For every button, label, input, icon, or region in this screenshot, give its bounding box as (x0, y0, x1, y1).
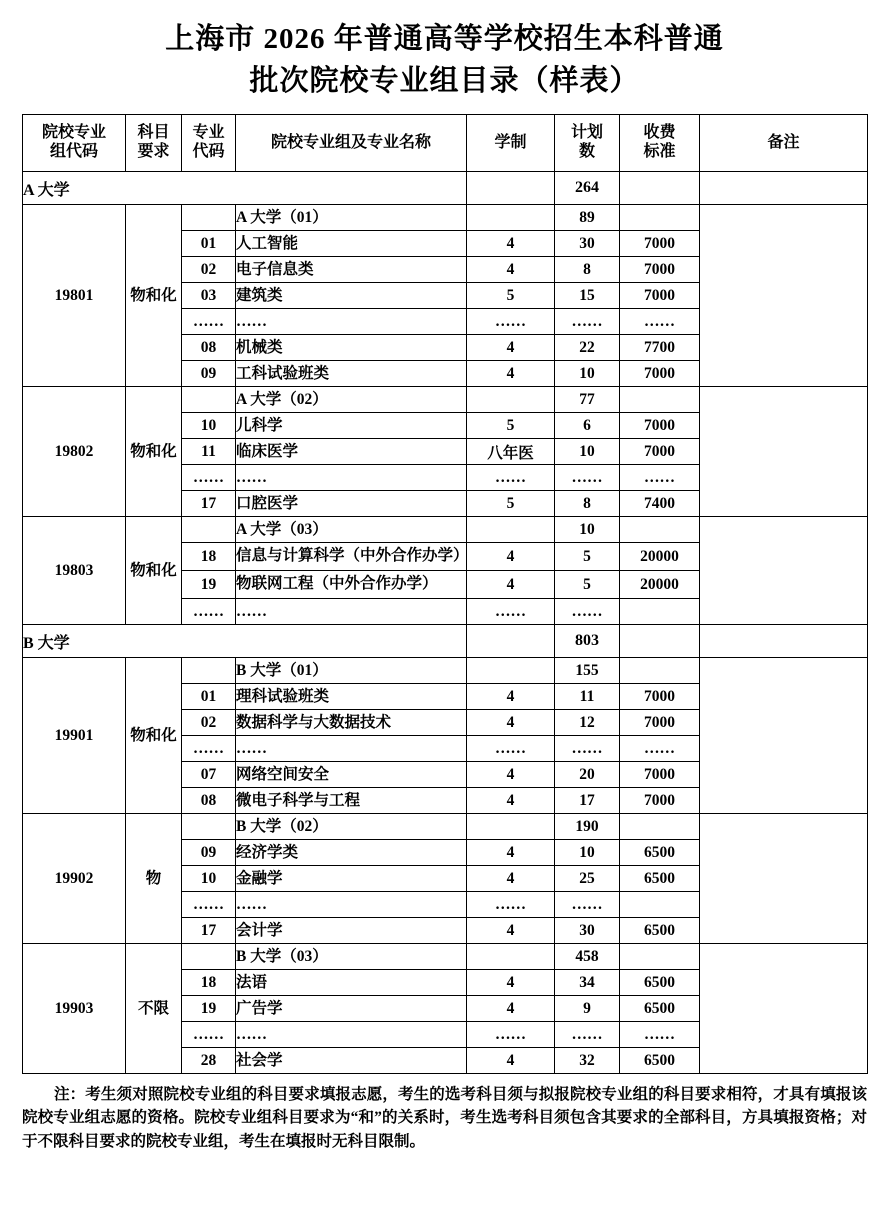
column-header-years: 学制 (467, 115, 555, 172)
university-total-plan: 803 (555, 625, 620, 658)
major-name-cell: 儿科学 (236, 413, 467, 439)
major-name-cell: 金融学 (236, 866, 467, 892)
fee-cell: 20000 (620, 543, 700, 571)
major-code-cell: 19 (182, 571, 236, 599)
university-years-blank (467, 625, 555, 658)
years-cell (467, 658, 555, 684)
catalog-table (22, 114, 868, 1074)
remark-cell (700, 205, 868, 387)
fee-cell (620, 892, 700, 918)
remark-cell (700, 814, 868, 944)
plan-cell: 190 (555, 814, 620, 840)
column-header-group-code: 院校专业 组代码 (23, 115, 126, 172)
major-name-cell: A 大学（01） (236, 205, 467, 231)
major-name-cell: B 大学（03） (236, 944, 467, 970)
university-fee-blank (620, 172, 700, 205)
plan-cell: 32 (555, 1048, 620, 1074)
fee-cell: 7000 (620, 762, 700, 788)
years-cell: 4 (467, 257, 555, 283)
table-row (23, 517, 868, 543)
university-header-row (23, 625, 868, 658)
major-name-cell: 信息与计算科学（中外合作办学） (236, 543, 467, 571)
group-code-cell: 19801 (23, 205, 126, 387)
major-name-cell: …… (236, 599, 467, 625)
years-cell: …… (467, 736, 555, 762)
column-header-fee: 收费 标准 (620, 115, 700, 172)
major-code-cell: 03 (182, 283, 236, 309)
major-code-cell: 17 (182, 491, 236, 517)
plan-cell: 12 (555, 710, 620, 736)
major-name-cell: A 大学（03） (236, 517, 467, 543)
footnote-label: 注： (54, 1086, 86, 1104)
major-name-cell: …… (236, 892, 467, 918)
plan-cell: 11 (555, 684, 620, 710)
major-name-cell: 会计学 (236, 918, 467, 944)
major-code-cell: 01 (182, 231, 236, 257)
years-cell (467, 205, 555, 231)
major-name-cell: B 大学（01） (236, 658, 467, 684)
years-cell: 4 (467, 710, 555, 736)
fee-cell: 7000 (620, 710, 700, 736)
plan-cell: 5 (555, 571, 620, 599)
years-cell: 4 (467, 335, 555, 361)
subject-requirement-cell: 物和化 (126, 387, 182, 517)
university-remark-blank (700, 172, 868, 205)
years-cell: 5 (467, 491, 555, 517)
group-code-cell: 19802 (23, 387, 126, 517)
group-code-cell: 19803 (23, 517, 126, 625)
university-name: A 大学 (23, 172, 467, 205)
fee-cell: 20000 (620, 571, 700, 599)
major-code-cell: …… (182, 1022, 236, 1048)
university-fee-blank (620, 625, 700, 658)
column-header-major-name: 院校专业组及专业名称 (236, 115, 467, 172)
column-header-subject-requirement: 科目 要求 (126, 115, 182, 172)
major-code-cell: 07 (182, 762, 236, 788)
subject-requirement-cell: 物和化 (126, 517, 182, 625)
years-cell: 4 (467, 762, 555, 788)
years-cell: …… (467, 892, 555, 918)
major-code-cell: 02 (182, 710, 236, 736)
fee-cell: 7000 (620, 361, 700, 387)
major-name-cell: 微电子科学与工程 (236, 788, 467, 814)
major-name-cell: 广告学 (236, 996, 467, 1022)
fee-cell: 6500 (620, 840, 700, 866)
plan-cell: 8 (555, 491, 620, 517)
years-cell: …… (467, 599, 555, 625)
fee-cell: 6500 (620, 918, 700, 944)
major-name-cell: A 大学（02） (236, 387, 467, 413)
plan-cell: 22 (555, 335, 620, 361)
fee-cell: …… (620, 465, 700, 491)
major-code-cell (182, 387, 236, 413)
major-code-cell: 17 (182, 918, 236, 944)
years-cell: 八年医 (467, 439, 555, 465)
major-code-cell: …… (182, 736, 236, 762)
group-code-cell: 19901 (23, 658, 126, 814)
years-cell: 4 (467, 970, 555, 996)
plan-cell: 10 (555, 361, 620, 387)
major-code-cell: 11 (182, 439, 236, 465)
subject-requirement-cell: 物和化 (126, 658, 182, 814)
footnote-text: 考生须对照院校专业组的科目要求填报志愿，考生的选考科目须与拟报院校专业组的科目要求相符，才具有填报该院校专业组志愿的资格。院校专业组科目要求为“和”的关系时，考生选考科目须包含其要求的全部科目，方具填报资格；对于不限科目要求的院校专业组，考生在填报时无科目限制。 (22, 1086, 867, 1150)
major-name-cell: 临床医学 (236, 439, 467, 465)
table-body (23, 172, 868, 1074)
major-code-cell: …… (182, 892, 236, 918)
fee-cell: 7000 (620, 788, 700, 814)
university-name: B 大学 (23, 625, 467, 658)
major-name-cell: 电子信息类 (236, 257, 467, 283)
years-cell: …… (467, 1022, 555, 1048)
major-code-cell: …… (182, 465, 236, 491)
table-row (23, 814, 868, 840)
major-code-cell (182, 944, 236, 970)
university-remark-blank (700, 625, 868, 658)
major-code-cell: 10 (182, 413, 236, 439)
fee-cell: 7000 (620, 439, 700, 465)
years-cell: …… (467, 465, 555, 491)
years-cell: 5 (467, 413, 555, 439)
fee-cell: …… (620, 1022, 700, 1048)
fee-cell: 6500 (620, 866, 700, 892)
years-cell (467, 944, 555, 970)
plan-cell: 5 (555, 543, 620, 571)
years-cell: 4 (467, 840, 555, 866)
fee-cell: 7700 (620, 335, 700, 361)
plan-cell: 17 (555, 788, 620, 814)
years-cell: 4 (467, 543, 555, 571)
fee-cell (620, 658, 700, 684)
fee-cell: 7000 (620, 684, 700, 710)
remark-cell (700, 387, 868, 517)
major-name-cell: 社会学 (236, 1048, 467, 1074)
major-code-cell: 02 (182, 257, 236, 283)
plan-cell: …… (555, 1022, 620, 1048)
major-code-cell: 19 (182, 996, 236, 1022)
years-cell: 5 (467, 283, 555, 309)
table-row (23, 944, 868, 970)
table-row (23, 387, 868, 413)
fee-cell (620, 599, 700, 625)
major-code-cell: 18 (182, 543, 236, 571)
years-cell: 4 (467, 918, 555, 944)
remark-cell (700, 658, 868, 814)
plan-cell: 458 (555, 944, 620, 970)
plan-cell: 77 (555, 387, 620, 413)
major-code-cell: 18 (182, 970, 236, 996)
fee-cell (620, 387, 700, 413)
university-years-blank (467, 172, 555, 205)
years-cell: 4 (467, 231, 555, 257)
page-title-line-2: 批次院校专业组目录（样表） (249, 65, 640, 98)
plan-cell: 10 (555, 517, 620, 543)
plan-cell: 10 (555, 840, 620, 866)
plan-cell: 30 (555, 231, 620, 257)
column-header-plan: 计划 数 (555, 115, 620, 172)
plan-cell: 20 (555, 762, 620, 788)
years-cell: 4 (467, 996, 555, 1022)
fee-cell: 7000 (620, 231, 700, 257)
major-code-cell: 09 (182, 361, 236, 387)
years-cell: …… (467, 309, 555, 335)
major-code-cell: 08 (182, 788, 236, 814)
major-name-cell: …… (236, 309, 467, 335)
table-header-row (23, 115, 868, 172)
major-code-cell (182, 814, 236, 840)
fee-cell: 6500 (620, 970, 700, 996)
years-cell: 4 (467, 361, 555, 387)
major-name-cell: 人工智能 (236, 231, 467, 257)
column-header-major-code: 专业 代码 (182, 115, 236, 172)
plan-cell: …… (555, 599, 620, 625)
group-code-cell: 19902 (23, 814, 126, 944)
fee-cell (620, 205, 700, 231)
major-name-cell: 口腔医学 (236, 491, 467, 517)
fee-cell: 6500 (620, 1048, 700, 1074)
major-name-cell: 物联网工程（中外合作办学） (236, 571, 467, 599)
years-cell (467, 387, 555, 413)
subject-requirement-cell: 物和化 (126, 205, 182, 387)
years-cell: 4 (467, 788, 555, 814)
page-title (22, 18, 867, 102)
column-header-remark: 备注 (700, 115, 868, 172)
fee-cell: 7000 (620, 257, 700, 283)
plan-cell: 30 (555, 918, 620, 944)
fee-cell: 7000 (620, 413, 700, 439)
years-cell: 4 (467, 866, 555, 892)
major-name-cell: 数据科学与大数据技术 (236, 710, 467, 736)
fee-cell (620, 944, 700, 970)
major-name-cell: 理科试验班类 (236, 684, 467, 710)
page-title-line-1: 上海市 2026 年普通高等学校招生本科普通 (165, 23, 724, 55)
years-cell (467, 814, 555, 840)
table-row (23, 205, 868, 231)
plan-cell: 89 (555, 205, 620, 231)
university-header-row (23, 172, 868, 205)
university-total-plan: 264 (555, 172, 620, 205)
remark-cell (700, 944, 868, 1074)
plan-cell: …… (555, 892, 620, 918)
plan-cell: 6 (555, 413, 620, 439)
years-cell: 4 (467, 1048, 555, 1074)
major-name-cell: 经济学类 (236, 840, 467, 866)
major-code-cell (182, 517, 236, 543)
major-code-cell: …… (182, 599, 236, 625)
major-code-cell (182, 658, 236, 684)
years-cell: 4 (467, 684, 555, 710)
major-code-cell: 28 (182, 1048, 236, 1074)
major-name-cell: B 大学（02） (236, 814, 467, 840)
plan-cell: 15 (555, 283, 620, 309)
fee-cell (620, 814, 700, 840)
plan-cell: 155 (555, 658, 620, 684)
plan-cell: 8 (555, 257, 620, 283)
major-name-cell: …… (236, 1022, 467, 1048)
major-code-cell: 09 (182, 840, 236, 866)
plan-cell: …… (555, 465, 620, 491)
major-name-cell: …… (236, 736, 467, 762)
fee-cell: …… (620, 736, 700, 762)
major-code-cell: …… (182, 309, 236, 335)
major-code-cell: 08 (182, 335, 236, 361)
plan-cell: 34 (555, 970, 620, 996)
major-name-cell: 建筑类 (236, 283, 467, 309)
major-code-cell: 10 (182, 866, 236, 892)
fee-cell: 6500 (620, 996, 700, 1022)
major-name-cell: 机械类 (236, 335, 467, 361)
fee-cell: 7000 (620, 283, 700, 309)
plan-cell: …… (555, 736, 620, 762)
years-cell (467, 517, 555, 543)
subject-requirement-cell: 物 (126, 814, 182, 944)
group-code-cell: 19903 (23, 944, 126, 1074)
plan-cell: …… (555, 309, 620, 335)
years-cell: 4 (467, 571, 555, 599)
table-row (23, 658, 868, 684)
major-code-cell: 01 (182, 684, 236, 710)
major-name-cell: 网络空间安全 (236, 762, 467, 788)
fee-cell: …… (620, 309, 700, 335)
remark-cell (700, 517, 868, 625)
plan-cell: 25 (555, 866, 620, 892)
fee-cell: 7400 (620, 491, 700, 517)
footnote (22, 1083, 867, 1153)
fee-cell (620, 517, 700, 543)
table-header (23, 115, 868, 172)
major-name-cell: 法语 (236, 970, 467, 996)
major-name-cell: 工科试验班类 (236, 361, 467, 387)
plan-cell: 9 (555, 996, 620, 1022)
major-code-cell (182, 205, 236, 231)
major-name-cell: …… (236, 465, 467, 491)
subject-requirement-cell: 不限 (126, 944, 182, 1074)
plan-cell: 10 (555, 439, 620, 465)
